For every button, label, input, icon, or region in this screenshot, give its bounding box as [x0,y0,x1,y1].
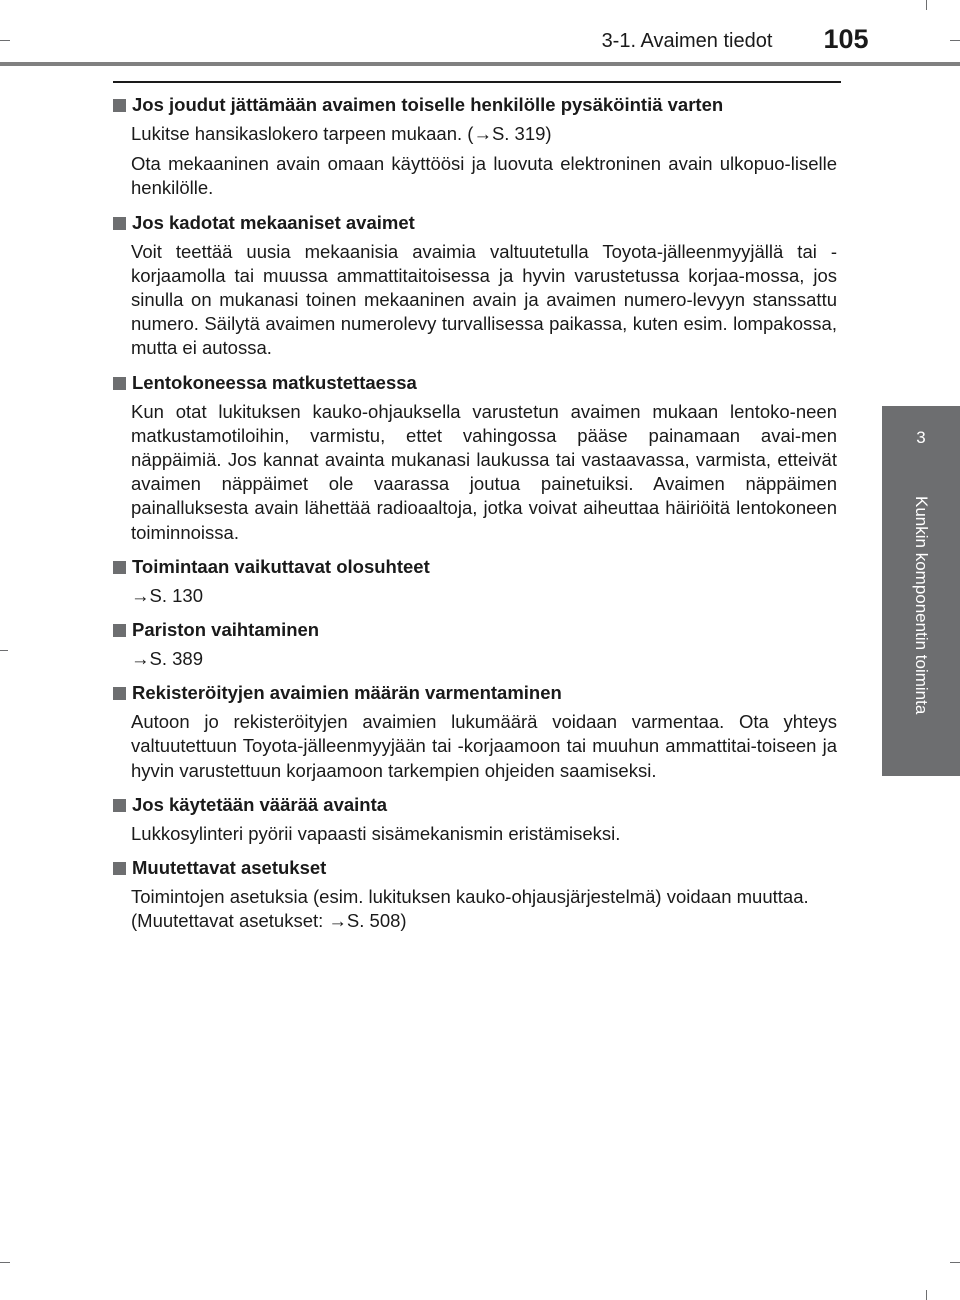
content-top-rule [113,81,841,83]
page-number: 105 [823,24,869,54]
page-reference-link[interactable]: →S. 130 [131,584,203,606]
section-heading [113,856,837,880]
square-bullet-icon [113,687,126,700]
section-lending-key [113,93,837,201]
section-airplane [113,371,837,545]
section-heading-text: Jos kadotat mekaaniset avaimet [132,211,415,233]
square-bullet-icon [113,799,126,812]
section-heading [113,371,837,395]
square-bullet-icon [113,217,126,230]
section-heading-text: Jos käytetään väärää avainta [132,793,388,815]
square-bullet-icon [113,862,126,875]
section-paragraph: Lukitse hansikaslokero tarpeen mukaan. (→S. 319) [131,123,552,144]
section-heading [113,681,837,705]
section-heading-text: Jos joudut jättämään avaimen toiselle henkilölle pysäköintiä varten [132,94,724,115]
section-paragraph: Toimintojen asetuksia (esim. lukituksen kauko-ohjausjärjestelmä) voidaan muuttaa. [131,886,809,908]
crop-mark-top-left [0,40,10,41]
crop-mark-top-right [950,40,960,41]
crop-mark-tick-bottom [926,1290,927,1300]
section-heading [113,555,837,579]
square-bullet-icon [113,624,126,637]
section-paragraph: Ota mekaaninen avain omaan käyttöösi ja luovuta elektroninen avain ulkopuo-liselle henkilölle. [131,153,837,199]
running-header-section-title: 3-1. Avaimen tiedot [601,30,773,52]
section-operating-conditions [113,555,837,608]
section-lost-keys [113,211,837,361]
crop-mark-bottom-right [950,1262,960,1263]
section-heading [113,93,837,117]
square-bullet-icon [113,99,126,112]
square-bullet-icon [113,561,126,574]
section-paragraph: Kun otat lukituksen kauko-ohjauksella varustetun avaimen mukaan lentoko-neen matkustamotiloihin, varmistu, ettet vahingossa pääse painamaan avai-men näppäimiä. Jos kannat avainta mukanasi laukussa tai vastaavassa, varmista, etteivät avaimen näppäimet ole vaarassa joutua painetuiksi. Avaimen näppäimen painalluksesta avain lähettää radioaaltoja, jotka voivat aiheuttaa häiriöitä lentokoneen toiminnoissa. [131,400,837,543]
section-heading-text: Rekisteröityjen avaimien määrän varmentaminen [132,682,562,704]
crop-mark-bottom-left [0,1262,10,1263]
chapter-title: Kunkin komponentin toiminta [912,496,931,715]
square-bullet-icon [113,377,126,390]
section-heading-text: Pariston vaihtaminen [132,619,320,641]
crop-mark-mid-left [0,650,8,651]
chapter-side-tab [882,406,960,776]
section-heading-text: Muutettavat asetukset [132,857,327,879]
page-reference-link[interactable]: →S. 389 [131,648,203,670]
section-heading [113,793,837,817]
section-paragraph: Voit teettää uusia mekaanisia avaimia valtuutetulla Toyota-jälleenmyyjällä tai -korjaamolla tai muussa ammattitaitoisessa ja hyvin varustetussa korjaa-mossa, jos sinulla on mukanasi toinen mekaaninen avain ja avaimen numero-levyyn stanssattu numero. Säilytä avaimen numerolevy turvallisessa paikassa, kuten esim. lompakossa, mutta ei autossa. [131,240,837,359]
section-heading-text: Lentokoneessa matkustettaessa [132,371,417,393]
section-paragraph: Lukkosylinteri pyörii vapaasti sisämekanismin eristämiseksi. [131,822,621,844]
chapter-number: 3 [916,428,926,447]
section-heading [113,618,837,642]
crop-mark-tick-top [926,0,927,10]
section-key-count [113,681,837,783]
section-heading [113,211,837,235]
section-wrong-key [113,793,837,846]
section-battery-replacement [113,618,837,671]
page-reference-link[interactable]: (Muutettavat asetukset: →S. 508) [131,910,407,932]
section-customizable-settings [113,856,837,933]
section-heading-text: Toimintaan vaikuttavat olosuhteet [132,555,430,577]
section-paragraph: Autoon jo rekisteröityjen avaimien lukumäärä voidaan varmentaa. Ota yhteys valtuutettuun Toyota-jälleenmyyjään tai -korjaamoon tai muuhun ammattitai-toiseen ja hyvin varustettuun korjaamoon tarkempien ohjeiden saamiseksi. [131,711,837,781]
main-content [113,93,837,943]
header-rule [0,62,960,66]
